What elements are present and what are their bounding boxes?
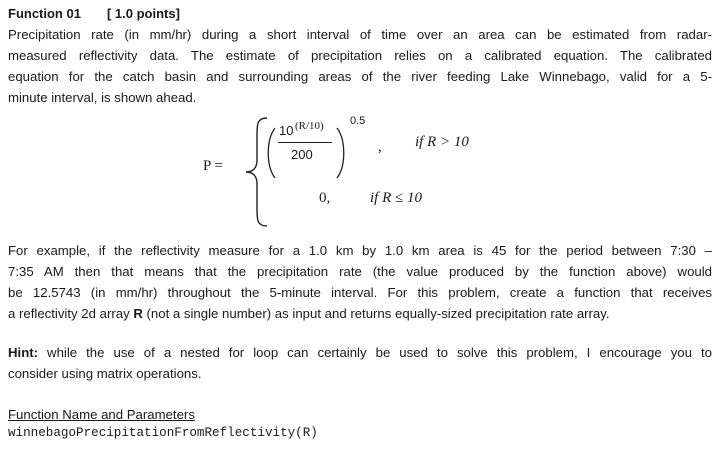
hint-paragraph bbox=[8, 342, 712, 384]
points-label: [ 1.0 points] bbox=[106, 6, 180, 21]
right-paren-icon bbox=[334, 126, 348, 180]
hint-text: while the use of a nested for loop can certainly be used to solve this problem, I encourage you to bbox=[38, 345, 712, 360]
fraction-bar bbox=[278, 142, 332, 143]
equation-lhs: P = bbox=[203, 158, 223, 174]
problem-document bbox=[8, 6, 712, 442]
function-signature: winnebagoPrecipitationFromReflectivity(R) bbox=[8, 426, 318, 440]
intro-line: minute interval, is shown ahead. bbox=[8, 90, 197, 105]
intro-line: measured reflectivity data. The estimate of precipitation relies on a calibrated equation. The calibrated bbox=[8, 48, 712, 63]
numerator-exponent: (R/10) bbox=[295, 120, 324, 132]
example-line: 7:35 AM then that means that the precipitation rate (the value produced by the function above) would bbox=[8, 264, 712, 279]
example-line: be 12.5743 (in mm/hr) throughout the 5-minute interval. For this problem, create a function that receives bbox=[8, 285, 712, 300]
example-text: (not a single number) as input and returns equally-sized precipitation rate array. bbox=[142, 306, 610, 321]
example-line: For example, if the reflectivity measure for a 1.0 km by 1.0 km area is 45 for the period between 7:30 – bbox=[8, 243, 712, 258]
zero-value: 0, bbox=[319, 190, 331, 206]
array-variable: R bbox=[133, 306, 143, 321]
condition-less-equal: if R ≤ 10 bbox=[370, 190, 422, 206]
function-section-title: Function Name and Parameters bbox=[8, 407, 195, 422]
hint-line bbox=[8, 342, 712, 363]
function-section bbox=[8, 406, 712, 442]
denominator: 200 bbox=[291, 147, 313, 162]
intro-line: equation for the catch basin and surrounding areas of the river feeding Lake Winnebago, valid for a 5- bbox=[8, 69, 712, 84]
outer-exponent: 0.5 bbox=[350, 115, 366, 127]
precipitation-equation bbox=[8, 112, 712, 234]
example-text: a reflectivity 2d array bbox=[8, 306, 134, 321]
equation-comma: , bbox=[378, 139, 382, 155]
numerator-base: 10 bbox=[279, 123, 294, 138]
left-paren-icon bbox=[264, 126, 278, 180]
hint-label: Hint: bbox=[8, 345, 39, 360]
intro-line: Precipitation rate (in mm/hr) during a short interval of time over an area can be estimated from radar- bbox=[8, 27, 712, 42]
hint-line: consider using matrix operations. bbox=[8, 366, 202, 381]
function-label: Function 01 bbox=[8, 6, 81, 21]
example-line bbox=[8, 303, 712, 324]
example-paragraph bbox=[8, 240, 712, 324]
condition-greater: if R > 10 bbox=[415, 134, 469, 150]
problem-header bbox=[8, 6, 712, 21]
intro-paragraph bbox=[8, 24, 712, 108]
